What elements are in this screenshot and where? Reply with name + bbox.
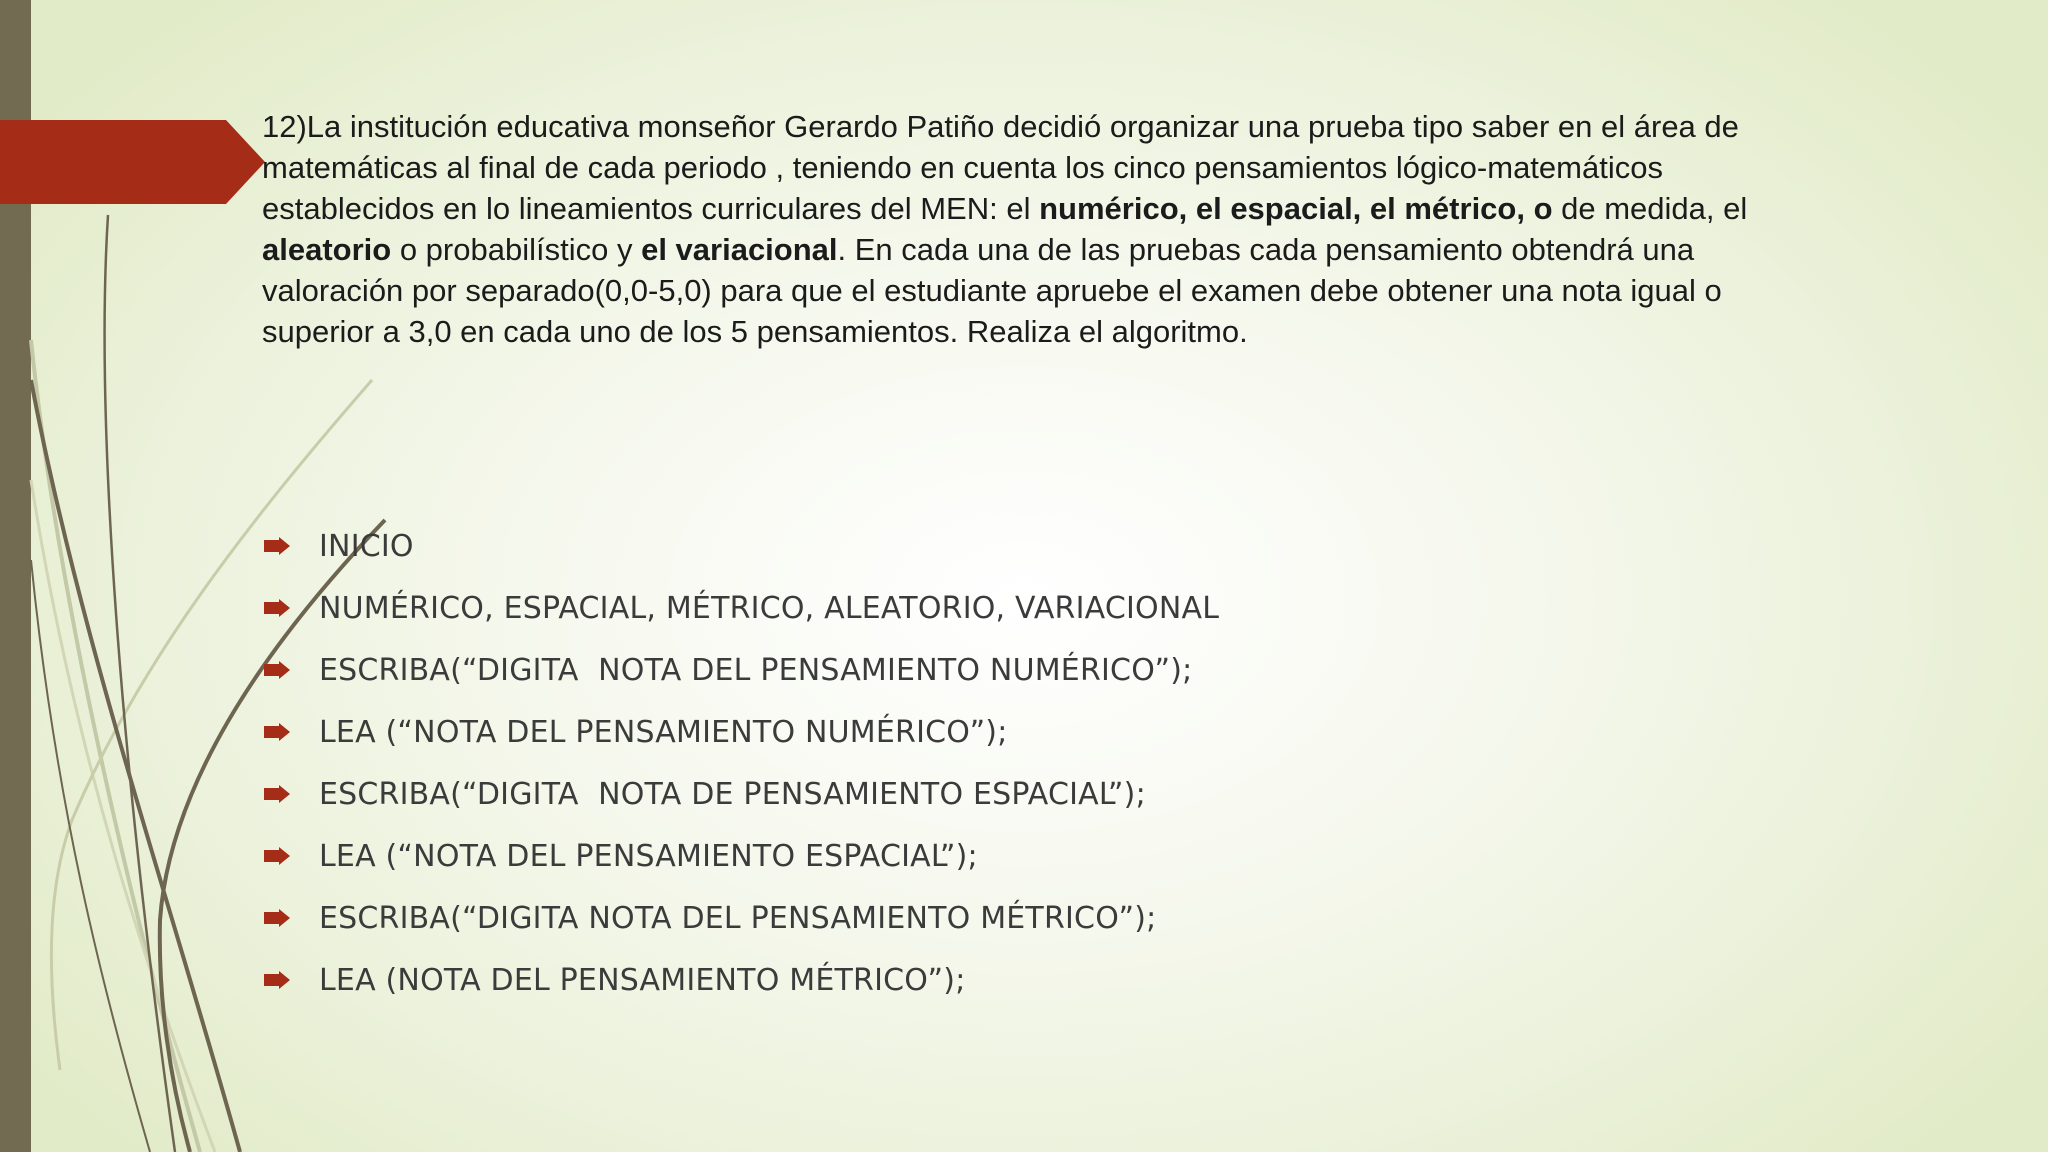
list-item — [262, 825, 1219, 887]
problem-statement — [262, 106, 1832, 352]
list-item — [262, 949, 1219, 1011]
list-item — [262, 701, 1219, 763]
arrow-right-icon — [264, 909, 290, 927]
list-item-label: ESCRIBA(“DIGITA NOTA DEL PENSAMIENTO MÉTRICO”); — [319, 900, 1157, 936]
list-item-label: LEA (“NOTA DEL PENSAMIENTO NUMÉRICO”); — [319, 714, 1008, 750]
list-item — [262, 515, 1219, 577]
title-text-segment: . En cada una de las pruebas cada pensamiento obtendrá una valoración por separado(0,0-5,0) para que el estudiante apruebe el examen debe obtener una nota igual o superior a 3,0 en cada uno de los 5 pensamientos. Realiza el algoritmo. — [262, 232, 1722, 349]
list-item-label: ESCRIBA(“DIGITA NOTA DEL PENSAMIENTO NUMÉRICO”); — [319, 652, 1193, 688]
list-item — [262, 577, 1219, 639]
title-text-segment: de medida, el — [1552, 191, 1748, 226]
list-item-label: LEA (NOTA DEL PENSAMIENTO MÉTRICO”); — [319, 962, 966, 998]
arrow-right-icon — [264, 971, 290, 989]
arrow-right-icon — [264, 537, 290, 555]
list-item-label: LEA (“NOTA DEL PENSAMIENTO ESPACIAL”); — [319, 838, 978, 874]
title-bold-segment: aleatorio — [262, 232, 392, 267]
title-text-segment: o probabilístico y — [391, 232, 642, 267]
arrow-right-icon — [264, 661, 290, 679]
list-item-label: NUMÉRICO, ESPACIAL, MÉTRICO, ALEATORIO, VARIACIONAL — [319, 590, 1220, 626]
list-item — [262, 887, 1219, 949]
title-bold-segment: el variacional — [641, 232, 838, 267]
title-bold-segment: numérico, el espacial, el métrico, o — [1039, 191, 1553, 226]
arrow-right-icon — [264, 785, 290, 803]
title-text-segment: 12)La institución educativa monseñor Gerardo Patiño decidió organizar una prueba tipo saber en el área de matemáticas al final de cada periodo , teniendo en cuenta los cinco pensamientos lógico-matemáticos establecidos en lo lineamientos curriculares del MEN: el — [262, 109, 1739, 226]
list-item-label: INICIO — [319, 528, 414, 564]
arrow-right-icon — [264, 723, 290, 741]
list-item — [262, 639, 1219, 701]
algorithm-steps-list — [262, 515, 1219, 1011]
arrow-right-icon — [264, 847, 290, 865]
list-item — [262, 763, 1219, 825]
arrow-right-icon — [264, 599, 290, 617]
list-item-label: ESCRIBA(“DIGITA NOTA DE PENSAMIENTO ESPACIAL”); — [319, 776, 1146, 812]
red-arrow-banner — [0, 120, 265, 204]
